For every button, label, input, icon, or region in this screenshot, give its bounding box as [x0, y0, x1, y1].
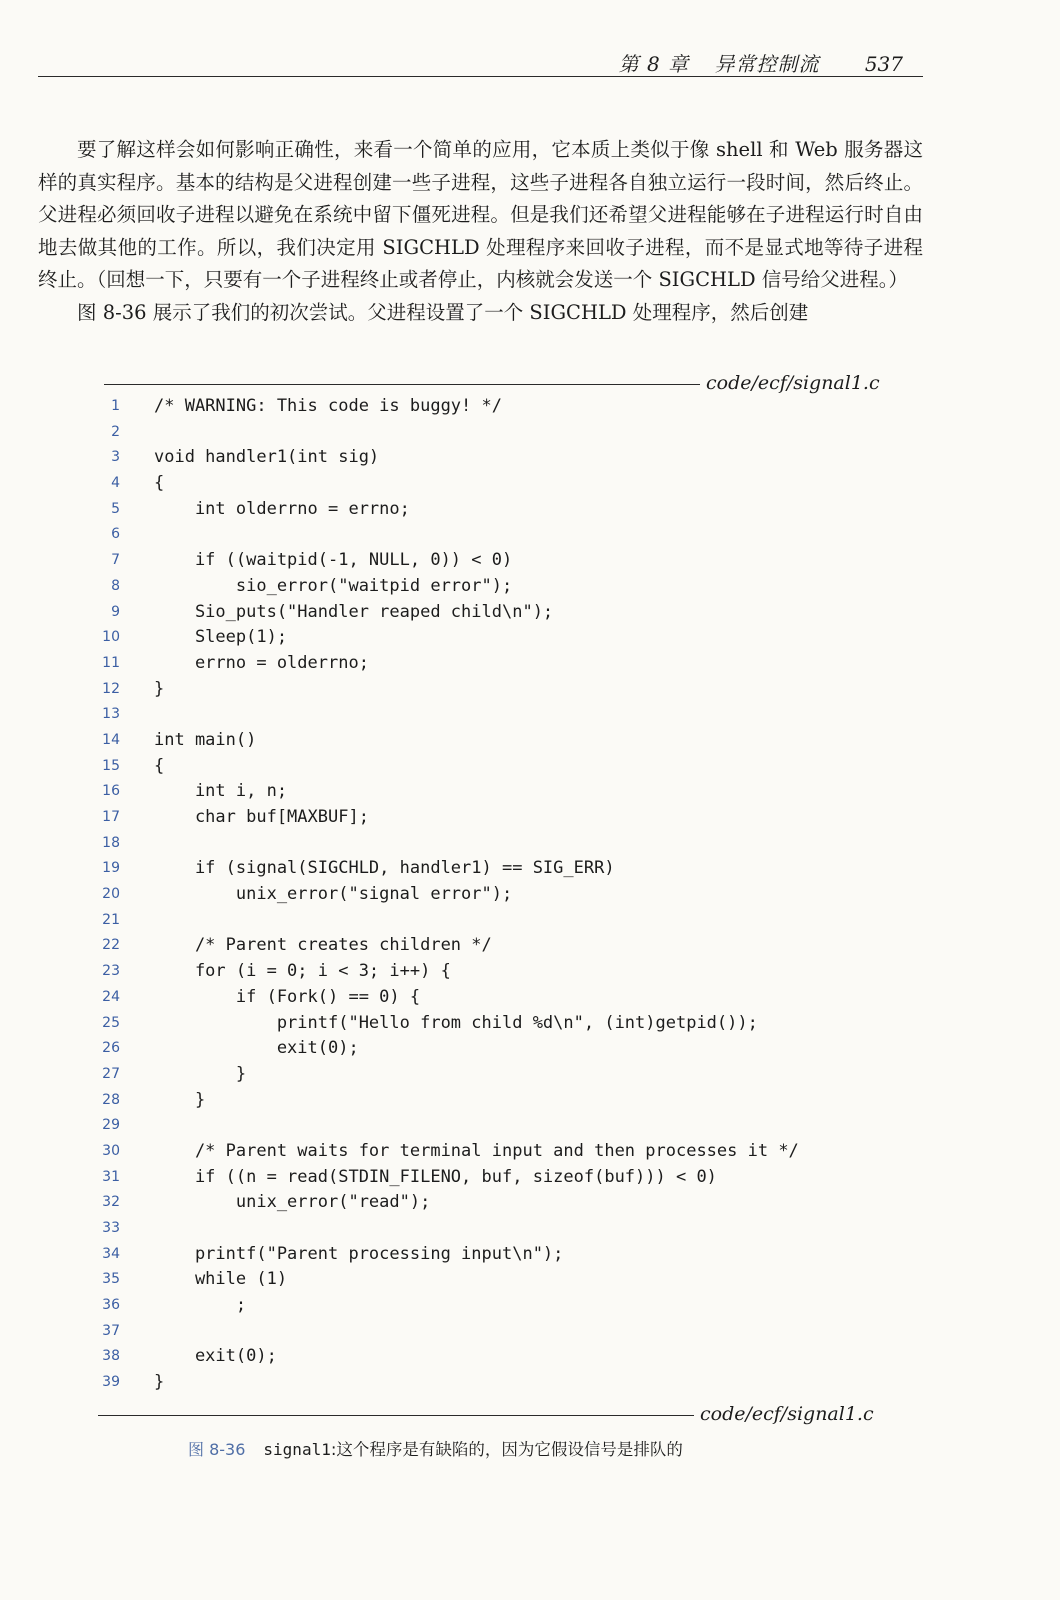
line-number: 1	[111, 398, 120, 414]
figure-caption-text: :这个程序是有缺陷的，因为它假设信号是排队的	[330, 1440, 683, 1459]
line-number: 31	[102, 1168, 120, 1185]
code-line	[96, 1062, 896, 1088]
code-line	[96, 831, 896, 857]
page-number: 537	[864, 52, 903, 76]
code-text: Sleep(1);	[154, 627, 288, 648]
line-number: 10	[102, 629, 120, 646]
code-line	[96, 677, 896, 703]
line-number: 27	[102, 1065, 120, 1082]
header-chapter: 第 8 章	[618, 52, 690, 76]
line-number: 8	[111, 577, 120, 594]
code-text: {	[154, 755, 165, 776]
code-line	[96, 394, 896, 420]
line-number: 21	[102, 911, 120, 928]
code-line	[96, 1344, 896, 1370]
line-number: 34	[102, 1245, 120, 1262]
code-text: int olderrno = errno;	[154, 498, 410, 519]
line-number: 30	[102, 1142, 120, 1159]
code-line	[96, 600, 896, 626]
paragraph-2: 图 8-36 展示了我们的初次尝试。父进程设置了一个 SIGCHLD 处理程序，然后创建	[77, 300, 809, 324]
code-line	[96, 1267, 896, 1293]
line-number: 35	[102, 1271, 120, 1288]
code-line	[96, 779, 896, 805]
code-text: errno = olderrno;	[154, 652, 369, 673]
code-path-bottom: code/ecf/signal1.c	[700, 1403, 874, 1425]
line-number: 28	[102, 1091, 120, 1108]
code-line	[96, 933, 896, 959]
line-number: 3	[111, 449, 120, 466]
code-line	[96, 1036, 896, 1062]
code-text: void handler1(int sig)	[154, 447, 380, 468]
header-title: 异常控制流	[714, 52, 820, 76]
body-text	[38, 134, 923, 329]
code-line	[96, 702, 896, 728]
code-bottom-rule	[98, 1415, 694, 1416]
line-number: 14	[102, 731, 120, 748]
code-line	[96, 1216, 896, 1242]
code-line	[96, 471, 896, 497]
line-number: 15	[102, 757, 120, 774]
line-number: 37	[102, 1322, 120, 1339]
code-text: exit(0);	[154, 1038, 359, 1059]
line-number: 2	[111, 423, 120, 440]
code-line	[96, 908, 896, 934]
code-text: unix_error("read");	[154, 1192, 431, 1213]
code-line	[96, 445, 896, 471]
line-number: 6	[111, 526, 120, 543]
code-line	[96, 1242, 896, 1268]
code-top-rule	[104, 384, 700, 385]
code-line	[96, 420, 896, 446]
line-number: 23	[102, 963, 120, 980]
figure-caption	[188, 1436, 683, 1460]
code-line	[96, 1293, 896, 1319]
code-text: int main()	[154, 729, 257, 750]
code-line	[96, 959, 896, 985]
code-text: unix_error("signal error");	[154, 884, 513, 905]
line-number: 11	[102, 654, 120, 671]
line-number: 16	[102, 783, 120, 800]
code-line	[96, 497, 896, 523]
code-text: int i, n;	[154, 781, 288, 802]
code-line	[96, 882, 896, 908]
code-text: if ((waitpid(-1, NULL, 0)) < 0)	[154, 550, 513, 571]
header-text	[619, 48, 903, 77]
paragraph-1: 要了解这样会如何影响正确性，来看一个简单的应用，它本质上类似于像 shell 和 Web 服务器这样的真实程序。基本的结构是父进程创建一些子进程，这些子进程各自独立运行一段时间，然后终止。父进程必须回收子进程以避免在系统中留下僵死进程。但是我们还希望父进程能够在子进程运行时自由地去做其他的工作。所以，我们决定用 SIGCHLD 处理程序来回收子进程，而不是显式地等待子进程终止。（回想一下，只要有一个子进程终止或者停止，内核就会发送一个 SIGCHLD 信号给父进程。）	[38, 138, 923, 291]
line-number: 33	[102, 1220, 120, 1236]
line-number: 26	[102, 1040, 120, 1057]
code-line	[96, 625, 896, 651]
line-number: 9	[111, 603, 120, 620]
code-line	[96, 1165, 896, 1191]
code-listing	[96, 394, 896, 1396]
code-text: if ((n = read(STDIN_FILENO, buf, sizeof(buf))) < 0)	[154, 1166, 717, 1187]
line-number: 5	[111, 500, 120, 517]
line-number: 7	[111, 552, 120, 569]
code-line	[96, 1319, 896, 1345]
code-text: }	[154, 1063, 247, 1084]
code-text: printf("Hello from child %d\n", (int)getpid());	[154, 1012, 758, 1033]
code-line	[96, 548, 896, 574]
code-line	[96, 1190, 896, 1216]
line-number: 25	[102, 1014, 120, 1031]
code-text: }	[154, 1372, 165, 1393]
code-path-top: code/ecf/signal1.c	[706, 372, 880, 394]
code-line	[96, 522, 896, 548]
line-number: 4	[111, 475, 120, 492]
code-text: while (1)	[154, 1269, 288, 1290]
code-text: exit(0);	[154, 1346, 277, 1367]
code-text: if (Fork() == 0) {	[154, 986, 421, 1007]
code-line	[96, 574, 896, 600]
code-text: for (i = 0; i < 3; i++) {	[154, 961, 451, 982]
line-number: 12	[102, 680, 120, 697]
code-line	[96, 728, 896, 754]
code-line	[96, 1113, 896, 1139]
line-number: 17	[102, 809, 120, 825]
code-line	[96, 856, 896, 882]
code-text: }	[154, 1089, 206, 1110]
code-line	[96, 805, 896, 831]
line-number: 38	[102, 1348, 120, 1365]
code-text: {	[154, 473, 165, 494]
line-number: 13	[102, 706, 120, 723]
running-header	[38, 44, 923, 77]
figure-number: 图 8-36	[188, 1440, 246, 1459]
line-number: 18	[102, 834, 120, 851]
code-text: char buf[MAXBUF];	[154, 807, 369, 827]
code-text: }	[154, 678, 165, 699]
code-text: ;	[154, 1295, 247, 1316]
code-text: /* Parent waits for terminal input and then processes it */	[154, 1140, 799, 1161]
code-line	[96, 1088, 896, 1114]
code-line	[96, 754, 896, 780]
line-number: 39	[102, 1374, 120, 1391]
line-number: 36	[102, 1297, 120, 1314]
line-number: 24	[102, 988, 120, 1005]
line-number: 32	[102, 1194, 120, 1211]
line-number: 22	[102, 937, 120, 954]
figure-program-name: signal1	[263, 1440, 331, 1459]
code-line	[96, 985, 896, 1011]
line-number: 19	[102, 860, 120, 877]
code-text: /* WARNING: This code is buggy! */	[154, 396, 502, 416]
code-line	[96, 1370, 896, 1396]
code-line	[96, 651, 896, 677]
code-text: /* Parent creates children */	[154, 935, 492, 956]
code-line	[96, 1011, 896, 1037]
code-text: if (signal(SIGCHLD, handler1) == SIG_ERR)	[154, 858, 615, 879]
line-number: 29	[102, 1117, 120, 1134]
code-line	[96, 1139, 896, 1165]
code-text: Sio_puts("Handler reaped child\n");	[154, 601, 554, 622]
line-number: 20	[102, 886, 120, 903]
code-text: printf("Parent processing input\n");	[154, 1243, 564, 1264]
code-text: sio_error("waitpid error");	[154, 575, 513, 596]
